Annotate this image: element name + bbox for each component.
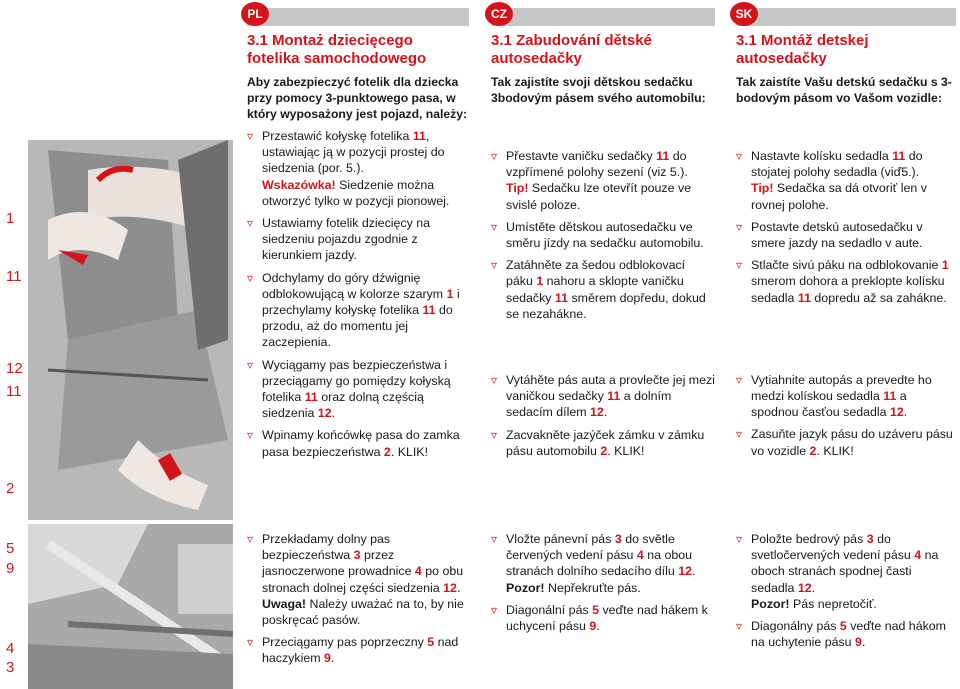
list-item: ▿ Przeciągamy pas poprzeczny 5 nad haczykiem 9.: [247, 635, 459, 666]
triangle-down-icon: ▿: [736, 532, 743, 546]
callout-numbers-bottom: [0, 0, 28, 689]
triangle-down-icon: ▿: [247, 635, 254, 650]
list-item: ▿ Položte bedrový pás 3 do svetločervených vedení pásu 4 na oboch stranách spodnej časti sedadla 12. Pozor! Pás nepretočiť.: [736, 532, 939, 611]
triangle-down-icon: ▿: [247, 216, 254, 231]
list-item: ▿ Wpinamy końcówkę pasa do zamka pasa bezpieczeństwa 2. KLIK!: [247, 428, 460, 459]
triangle-down-icon: ▿: [247, 129, 254, 143]
intro-text: Aby zabezpieczyć fotelik dla dziecka przy pomocy 3-punktowego pasa, w który wyposażony jest pojazd, należy:: [247, 75, 468, 121]
lang-badge: CZ: [485, 2, 513, 26]
callout-2: 2: [6, 480, 15, 497]
callout-5: 5: [6, 540, 15, 557]
section-separator: [0, 521, 960, 522]
list-item: ▿ Stlačte sivú páku na odblokovanie 1 smerom dohora a preklopte kolísku sedadla 11 dopredu až sa zahákne.: [736, 258, 949, 305]
lang-badge: SK: [730, 2, 758, 26]
triangle-down-icon: ▿: [491, 602, 498, 617]
triangle-down-icon: ▿: [491, 373, 498, 388]
lang-badge: PL: [241, 2, 269, 26]
list-item: ▿ Nastavte kolísku sedadla 11 do stojatej polohy sedadla (viď5.). Tip! Sedačka sa dá otvoriť len v rovnej polohe.: [736, 149, 927, 212]
callout-11b: 11: [6, 383, 22, 400]
list-item: ▿ Vložte pánevní pás 3 do světle červených vedení pásu 4 na obou stranách dolního sedacího dílu 12. Pozor! Nepřekruťte pás.: [491, 532, 696, 595]
triangle-down-icon: ▿: [491, 258, 498, 273]
callout-9: 9: [6, 560, 15, 577]
column-sk-bottom: [736, 531, 956, 656]
triangle-down-icon: ▿: [736, 258, 743, 273]
list-item: ▿ Přestavte vaničku sedačky 11 do vzpřímené polohy sezení (viz 5.). Tip! Sedačku lze otevřít pouze ve svislé poloze.: [491, 149, 692, 212]
list-item: ▿ Vytiahnite autopás a prevedte ho medzi kolískou sedadla 11 a spodnou časťou sedadla 12.: [736, 372, 932, 420]
lang-bar: [736, 8, 956, 26]
section-title: 3.1 Montaż dziecięcego fotelika samochodowego: [247, 32, 427, 67]
list-item: ▿ Przekładamy dolny pas bezpieczeństwa 3 przez jasnoczerwone prowadnice 4 po obu stronach dolnej części siedzenia 12. Uwaga! Należy uważać na to, by nie poskręcać pasów.: [247, 532, 464, 628]
list-item: ▿ Zatáhněte za šedou odblokovací páku 1 nahoru a sklopte vaničku sedačky 11 směrem dopředu, dokud se nezahákne.: [491, 258, 706, 321]
list-item: ▿ Diagonálny pás 5 veďte nad hákom na uchytenie pásu 9.: [736, 619, 946, 650]
column-cz: [491, 8, 715, 465]
column-sk: [736, 8, 956, 465]
lang-bar: [491, 8, 715, 26]
callout-1: 1: [6, 210, 15, 227]
column-cz-bottom: [491, 531, 715, 640]
intro-text: Tak zaistíte Vašu detskú sedačku s 3-bodovým pásom vo Vašom vozidle:: [736, 75, 952, 105]
triangle-down-icon: ▿: [247, 270, 254, 285]
list-item: ▿ Zacvakněte jazýček zámku v zámku pásu automobilu 2. KLIK!: [491, 427, 705, 458]
list-item: ▿ Postavte detskú autosedačku v smere jazdy na sedadlo v aute.: [736, 219, 923, 251]
list-item: ▿ Przestawić kołyskę fotelika 11, ustawiając ją w pozycji prostej do siedzenia (por. 5.). Wskazówka! Siedzenie można otworzyć tylko w pozycji pionowej.: [247, 129, 450, 208]
intro-text: Tak zajistíte svoji dětskou sedačku 3bodovým pásem svého automobilu:: [491, 75, 706, 105]
list-item: ▿ Odchylamy do góry dźwignię odblokowującą w kolorze szarym 1 i przechylamy kołyskę fotelika 11 do przodu, aż do momentu jej zaczepienia.: [247, 270, 460, 350]
triangle-down-icon: ▿: [736, 427, 743, 442]
triangle-down-icon: ▿: [736, 149, 743, 163]
column-pl: [247, 8, 469, 466]
callout-11: 11: [6, 268, 22, 285]
section-title: 3.1 Montáž detskej autosedačky: [736, 32, 869, 67]
triangle-down-icon: ▿: [247, 357, 254, 372]
triangle-down-icon: ▿: [736, 372, 743, 387]
column-pl-bottom: [247, 531, 469, 673]
triangle-down-icon: ▿: [247, 532, 254, 546]
triangle-down-icon: ▿: [491, 427, 498, 442]
triangle-down-icon: ▿: [247, 428, 254, 443]
list-item: ▿ Ustawiamy fotelik dziecięcy na siedzeniu pojazdu zgodnie z kierunkiem jazdy.: [247, 216, 431, 263]
list-item: ▿ Diagonální pás 5 veďte nad hákem k uchycení pásu 9.: [491, 602, 708, 634]
callout-3: 3: [6, 659, 15, 676]
triangle-down-icon: ▿: [736, 219, 743, 234]
callout-4: 4: [6, 640, 15, 657]
photo-bottom: [28, 524, 233, 689]
triangle-down-icon: ▿: [491, 532, 498, 546]
triangle-down-icon: ▿: [736, 619, 743, 634]
list-item: ▿ Zasuňte jazyk pásu do uzáveru pásu vo vozidle 2. KLIK!: [736, 427, 953, 458]
list-item: ▿ Wyciągamy pas bezpieczeństwa i przeciągamy go pomiędzy kołyską fotelika 11 oraz dolną częścią siedzenia 12.: [247, 357, 451, 421]
photo-top: [28, 140, 233, 520]
list-item: ▿ Vytáhěte pás auta a provlečte jej mezi vaničkou sedačky 11 a dolním sedacím dílem 12.: [491, 373, 715, 420]
triangle-down-icon: ▿: [491, 219, 498, 234]
callout-12: 12: [6, 360, 23, 377]
list-item: ▿ Umístěte dětskou autosedačku ve směru jízdy na sedačku automobilu.: [491, 219, 704, 251]
triangle-down-icon: ▿: [491, 149, 498, 163]
section-title: 3.1 Zabudování dětské autosedačky: [491, 32, 652, 67]
lang-bar: [247, 8, 469, 26]
